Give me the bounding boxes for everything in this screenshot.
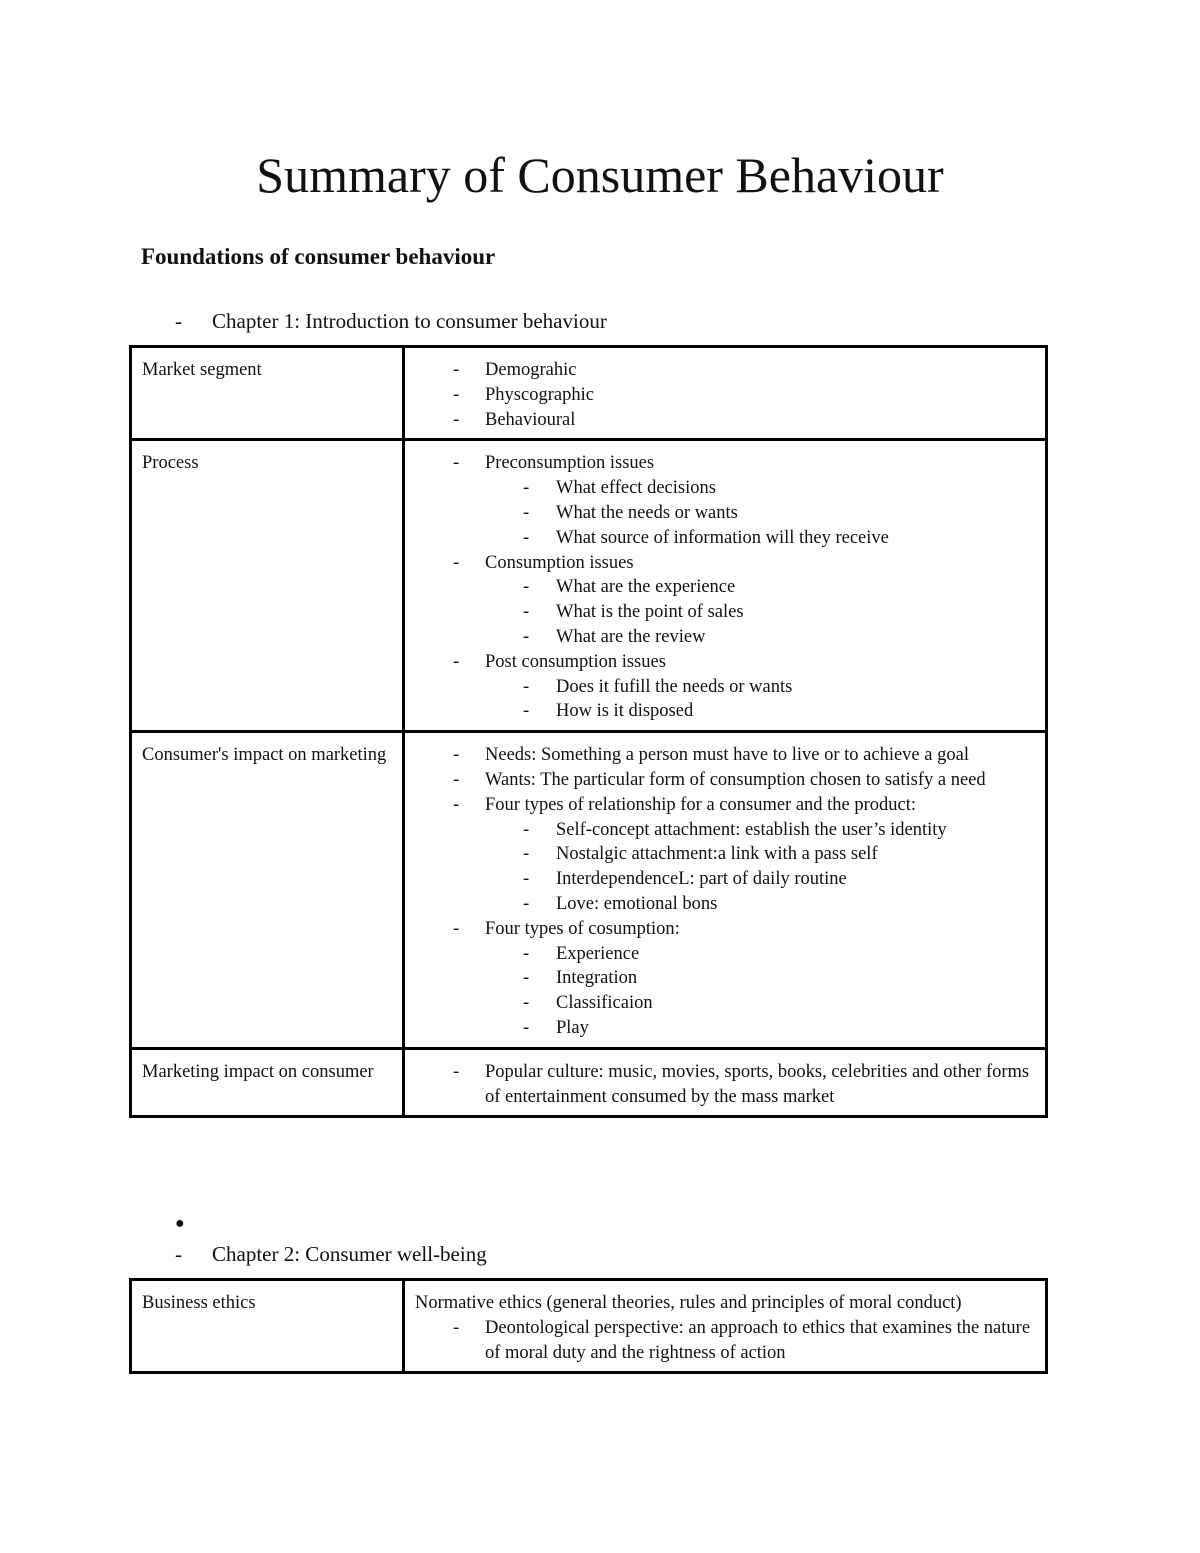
chapter-1-table-body [131, 347, 1047, 1117]
sub-list-item: - Love: emotional bons [485, 892, 1035, 917]
description-cell [404, 732, 1047, 1049]
sub-list [485, 476, 1035, 550]
sub-list [485, 575, 1035, 649]
table-row [131, 732, 1047, 1049]
sub-list-item: - Play [485, 1016, 1035, 1041]
chapter-2-table-body [131, 1280, 1047, 1373]
sub-list-item: - What source of information will they receive [485, 526, 1035, 551]
sub-list-item: - Experience [485, 942, 1035, 967]
section-heading: Foundations of consumer behaviour [141, 244, 496, 269]
description-cell [404, 1048, 1047, 1117]
list-item [415, 551, 1035, 650]
sub-list-item: - InterdependenceL: part of daily routine [485, 867, 1035, 892]
list-item-text: Behavioural [485, 409, 576, 430]
sub-list-item: - Integration [485, 966, 1035, 991]
list-item-text: Physcographic [485, 384, 594, 405]
list-item [415, 768, 1035, 793]
list-item [415, 1316, 1035, 1366]
list-item [415, 650, 1035, 724]
list-item [415, 743, 1035, 768]
list-item-text: Preconsumption issues [485, 453, 655, 474]
chapter-1-title: Chapter 1: Introduction to consumer behaviour [212, 309, 607, 333]
table-row [131, 1048, 1047, 1117]
sub-list [485, 818, 1035, 917]
bullet-list [415, 1316, 1035, 1366]
sub-list-item: - Classificaion [485, 991, 1035, 1016]
term-cell: Business ethics [131, 1280, 404, 1373]
list-item [415, 358, 1035, 383]
list-item-text: Needs: Something a person must have to live or to achieve a goal [485, 745, 969, 766]
term-cell: Process [131, 440, 404, 732]
empty-bullet: ● [175, 1215, 185, 1232]
chapter-2-table [129, 1278, 1048, 1374]
bullet-list [415, 451, 1035, 724]
sub-list-item: - Self-concept attachment: establish the user’s identity [485, 818, 1035, 843]
sub-list-item: - Nostalgic attachment:a link with a pass self [485, 842, 1035, 867]
sub-list-item: - What the needs or wants [485, 501, 1035, 526]
list-item-text: Popular culture: music, movies, sports, books, celebrities and other forms of entertainment consumed by the mass market [485, 1061, 1030, 1107]
list-item [415, 793, 1035, 917]
list-item-text: Deontological perspective: an approach to ethics that examines the nature of moral duty and the rightness of action [485, 1317, 1031, 1363]
bullet-list [415, 743, 1035, 1041]
table-row [131, 440, 1047, 732]
table-row [131, 1280, 1047, 1373]
list-item [415, 383, 1035, 408]
table-row [131, 347, 1047, 440]
list-item [415, 408, 1035, 433]
sub-list-item: - Does it fufill the needs or wants [485, 675, 1035, 700]
list-dash: - [175, 1242, 182, 1266]
list-item [415, 917, 1035, 1041]
chapter-2-title: Chapter 2: Consumer well-being [212, 1242, 487, 1266]
list-item-text: Demograhic [485, 360, 577, 380]
document-title: Summary of Consumer Behaviour [256, 147, 944, 203]
list-item-text: Four types of relationship for a consumer and the product: [485, 794, 917, 815]
bullet-list [415, 1060, 1035, 1110]
sub-list-item: - What is the point of sales [485, 600, 1035, 625]
sub-list [485, 942, 1035, 1041]
term-cell: Consumer's impact on marketing [131, 732, 404, 1049]
description-cell [404, 440, 1047, 732]
term-cell: Market segment [131, 347, 404, 440]
chapter-1-heading [141, 306, 841, 336]
term-cell: Marketing impact on consumer [131, 1048, 404, 1117]
list-item-text: Post consumption issues [485, 651, 666, 672]
description-intro: Normative ethics (general theories, rules and principles of moral conduct) [415, 1293, 962, 1313]
bullet-list [415, 358, 1035, 432]
description-cell [404, 347, 1047, 440]
sub-list-item: - How is it disposed [485, 699, 1035, 724]
list-item [415, 1060, 1035, 1110]
list-item-text: Four types of cosumption: [485, 918, 680, 939]
description-cell [404, 1280, 1047, 1373]
list-item-text: Wants: The particular form of consumption chosen to satisfy a need [485, 769, 986, 790]
list-item-text: Consumption issues [485, 552, 634, 573]
chapter-1-table [129, 345, 1048, 1118]
sub-list-item: - What are the experience [485, 575, 1035, 600]
chapter-2-heading [141, 1239, 841, 1269]
sub-list [485, 675, 1035, 725]
sub-list-item: - What are the review [485, 625, 1035, 650]
list-dash: - [175, 309, 182, 333]
sub-list-item: - What effect decisions [485, 476, 1035, 501]
list-item [415, 451, 1035, 550]
